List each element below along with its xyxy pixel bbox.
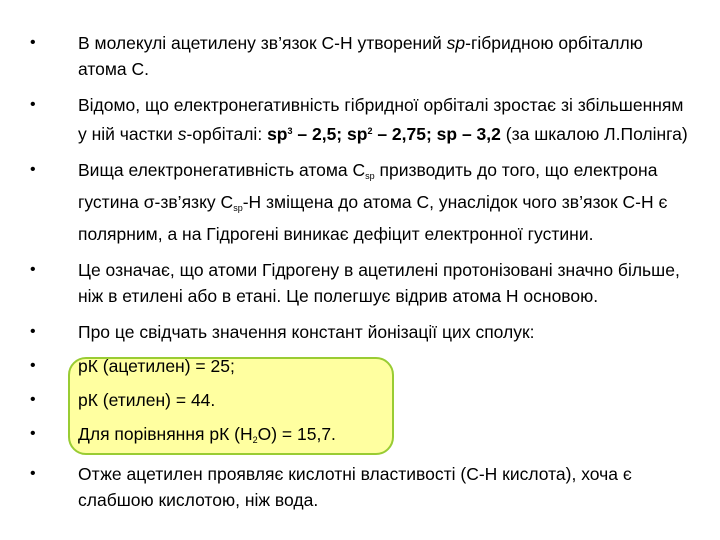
bullet-icon: • (30, 34, 36, 51)
bullet-icon: • (30, 261, 36, 278)
list-item: • рК (етилен) = 44. (30, 387, 694, 413)
bullet-icon: • (30, 96, 36, 113)
list-item: • Про це свідчать значення констант йонізації цих сполук: (30, 319, 694, 345)
list-item: • Відомо, що електронегативність гібридної орбіталі зростає зі збільшенням у ній частки s-орбіталі: $sp^3 - 2,5$; $sp^2 - 2,75$; sp – 3,2 (за шкалою Л.Полінга) (30, 92, 694, 147)
bullet-icon: • (30, 161, 36, 178)
list-item: • рК (ацетилен) = 25; (30, 353, 694, 379)
bullet-icon: • (30, 391, 36, 408)
bullet-icon: • (30, 465, 36, 482)
bullet-icon: • (30, 323, 36, 340)
list-item: • Вища електронегативність атома $С_{sp}$ призводить до того, що електрона густина σ-зв’язку $С_{sp}-Н$ зміщена до атома С, унаслідок чого зв’язок С-Н є полярним, а на Гідрогені виникає дефіцит електронної густини. (30, 157, 694, 247)
bullet-icon: • (30, 357, 36, 374)
bullet-icon: • (30, 425, 36, 442)
bullet-list (30, 30, 694, 523)
list-item: • Це означає, що атоми Гідрогену в ацетилені протонізовані значно більше, ніж в етилені або в етані. Це полегшує відрив атома Н основою. (30, 257, 694, 309)
list-item: • Отже ацетилен проявляє кислотні властивості (С-Н кислота), хоча є слабшою кислотою, ніж вода. (30, 461, 694, 513)
list-item: • В молекулі ацетилену зв’язок С-Н утворений sp-гібридною орбіталлю атома С. (30, 30, 694, 82)
list-item: • Для порівняння рК $(Н_2О) = 15,7$. (30, 421, 694, 453)
